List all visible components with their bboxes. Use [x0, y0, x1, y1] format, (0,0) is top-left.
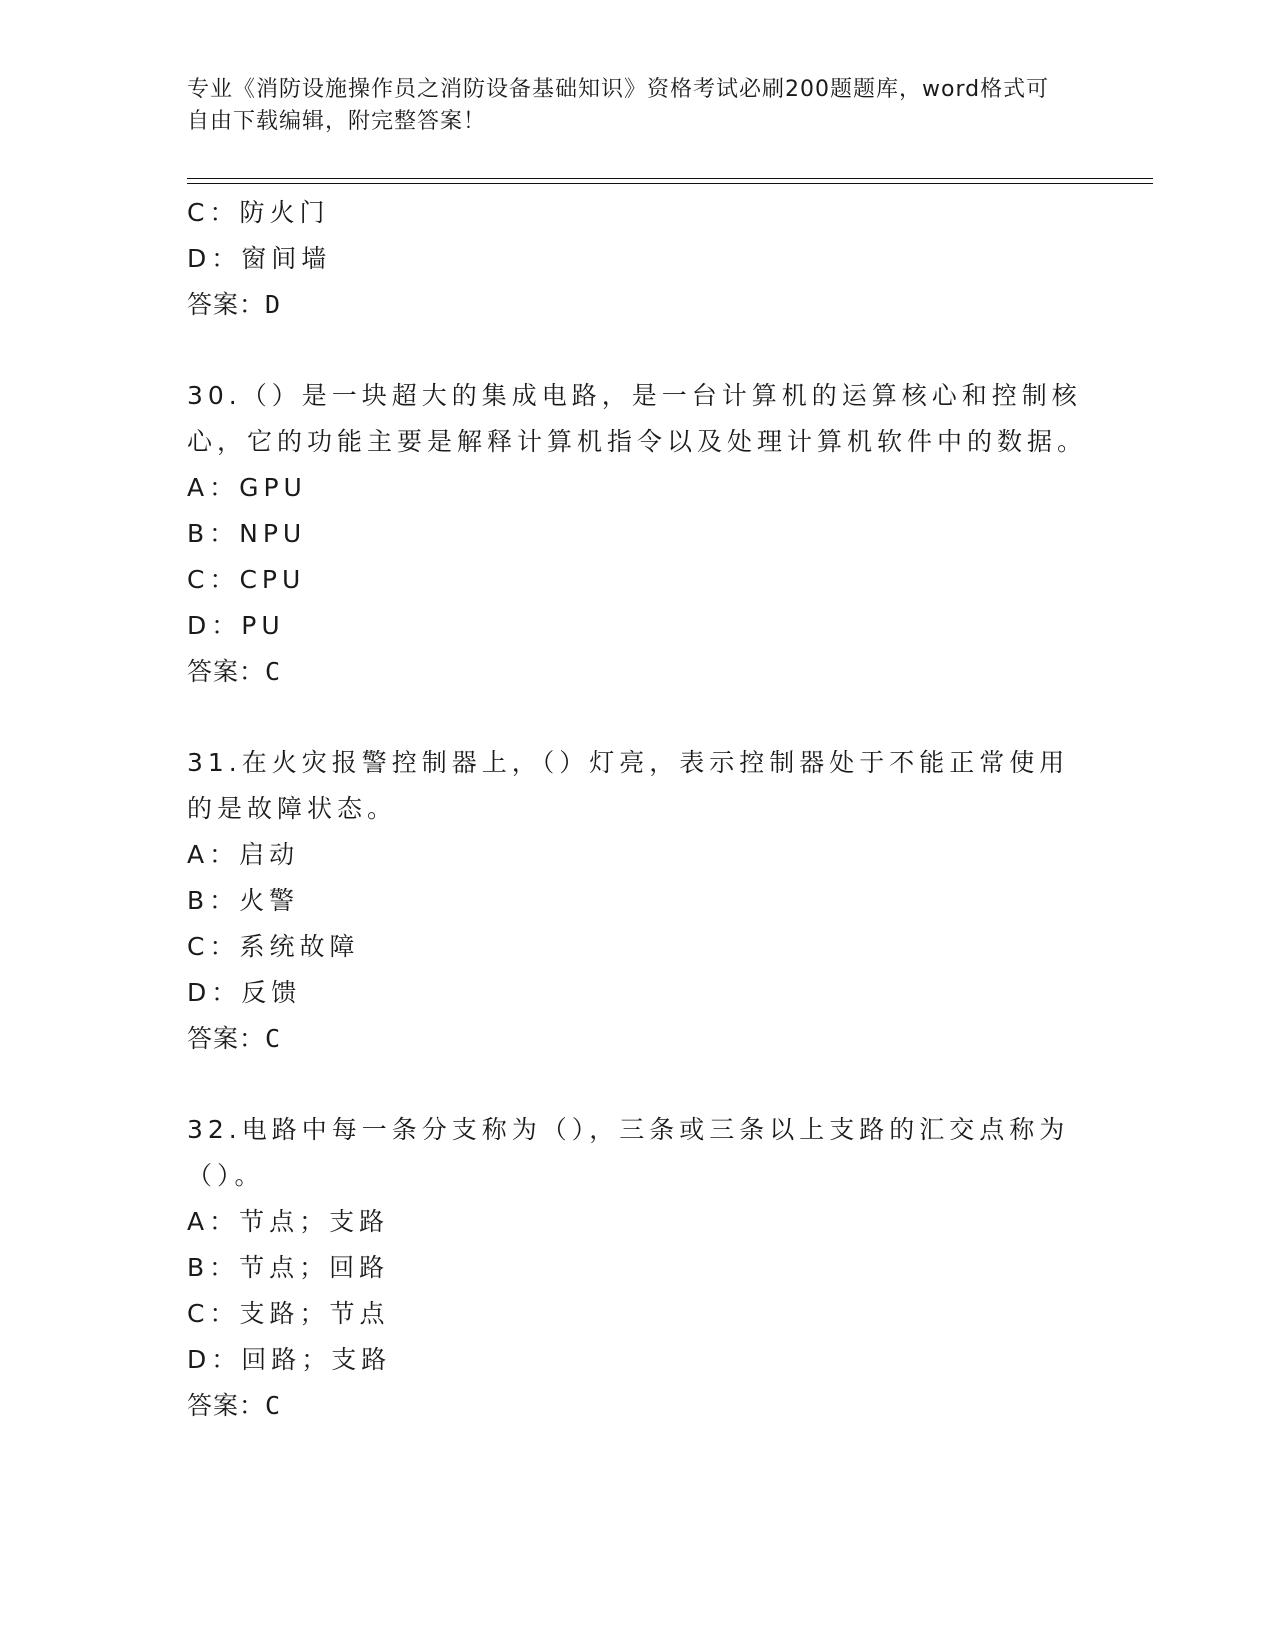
option-d: D：回路；支路 — [187, 1345, 392, 1374]
question-block-30 — [187, 373, 1087, 695]
option-b: B：节点；回路 — [187, 1253, 390, 1282]
question-stem: 32.电路中每一条分支称为（），三条或三条以上支路的汇交点称为（）。 — [187, 1115, 1070, 1190]
option-c: C：系统故障 — [187, 932, 360, 961]
option-d: D：窗间墙 — [187, 244, 332, 273]
question-stem: 31.在火灾报警控制器上，（）灯亮，表示控制器处于不能正常使用的是故障状态。 — [187, 748, 1070, 823]
option-d: D：PU — [187, 611, 285, 640]
option-c: C：防火门 — [187, 198, 330, 227]
spacer — [187, 328, 1087, 373]
answer-line: 答案：C — [187, 1391, 282, 1420]
spacer — [187, 695, 1087, 740]
option-a: A：节点；支路 — [187, 1207, 390, 1236]
question-block-31 — [187, 740, 1087, 1062]
spacer — [187, 1062, 1087, 1107]
answer-line: 答案：C — [187, 657, 282, 686]
option-a: A：GPU — [187, 473, 307, 502]
option-d: D：反馈 — [187, 978, 302, 1007]
question-stem: 30.（）是一块超大的集成电路，是一台计算机的运算核心和控制核心，它的功能主要是解释计算机指令以及处理计算机软件中的数据。 — [187, 381, 1088, 456]
document-header: 专业《消防设施操作员之消防设备基础知识》资格考试必刷200题题库，word格式可自由下载编辑，附完整答案！ — [187, 77, 1050, 134]
option-b: B：NPU — [187, 519, 307, 548]
option-a: A：启动 — [187, 840, 300, 869]
option-b: B：火警 — [187, 886, 300, 915]
question-list — [187, 190, 1087, 1429]
question-block-29 — [187, 190, 1087, 328]
header-divider-bottom — [187, 183, 1153, 184]
answer-line: 答案：D — [187, 290, 282, 319]
option-c: C：CPU — [187, 565, 306, 594]
header-divider-top — [187, 178, 1153, 179]
option-c: C：支路；节点 — [187, 1299, 390, 1328]
answer-line: 答案：C — [187, 1024, 282, 1053]
question-block-32 — [187, 1107, 1087, 1429]
